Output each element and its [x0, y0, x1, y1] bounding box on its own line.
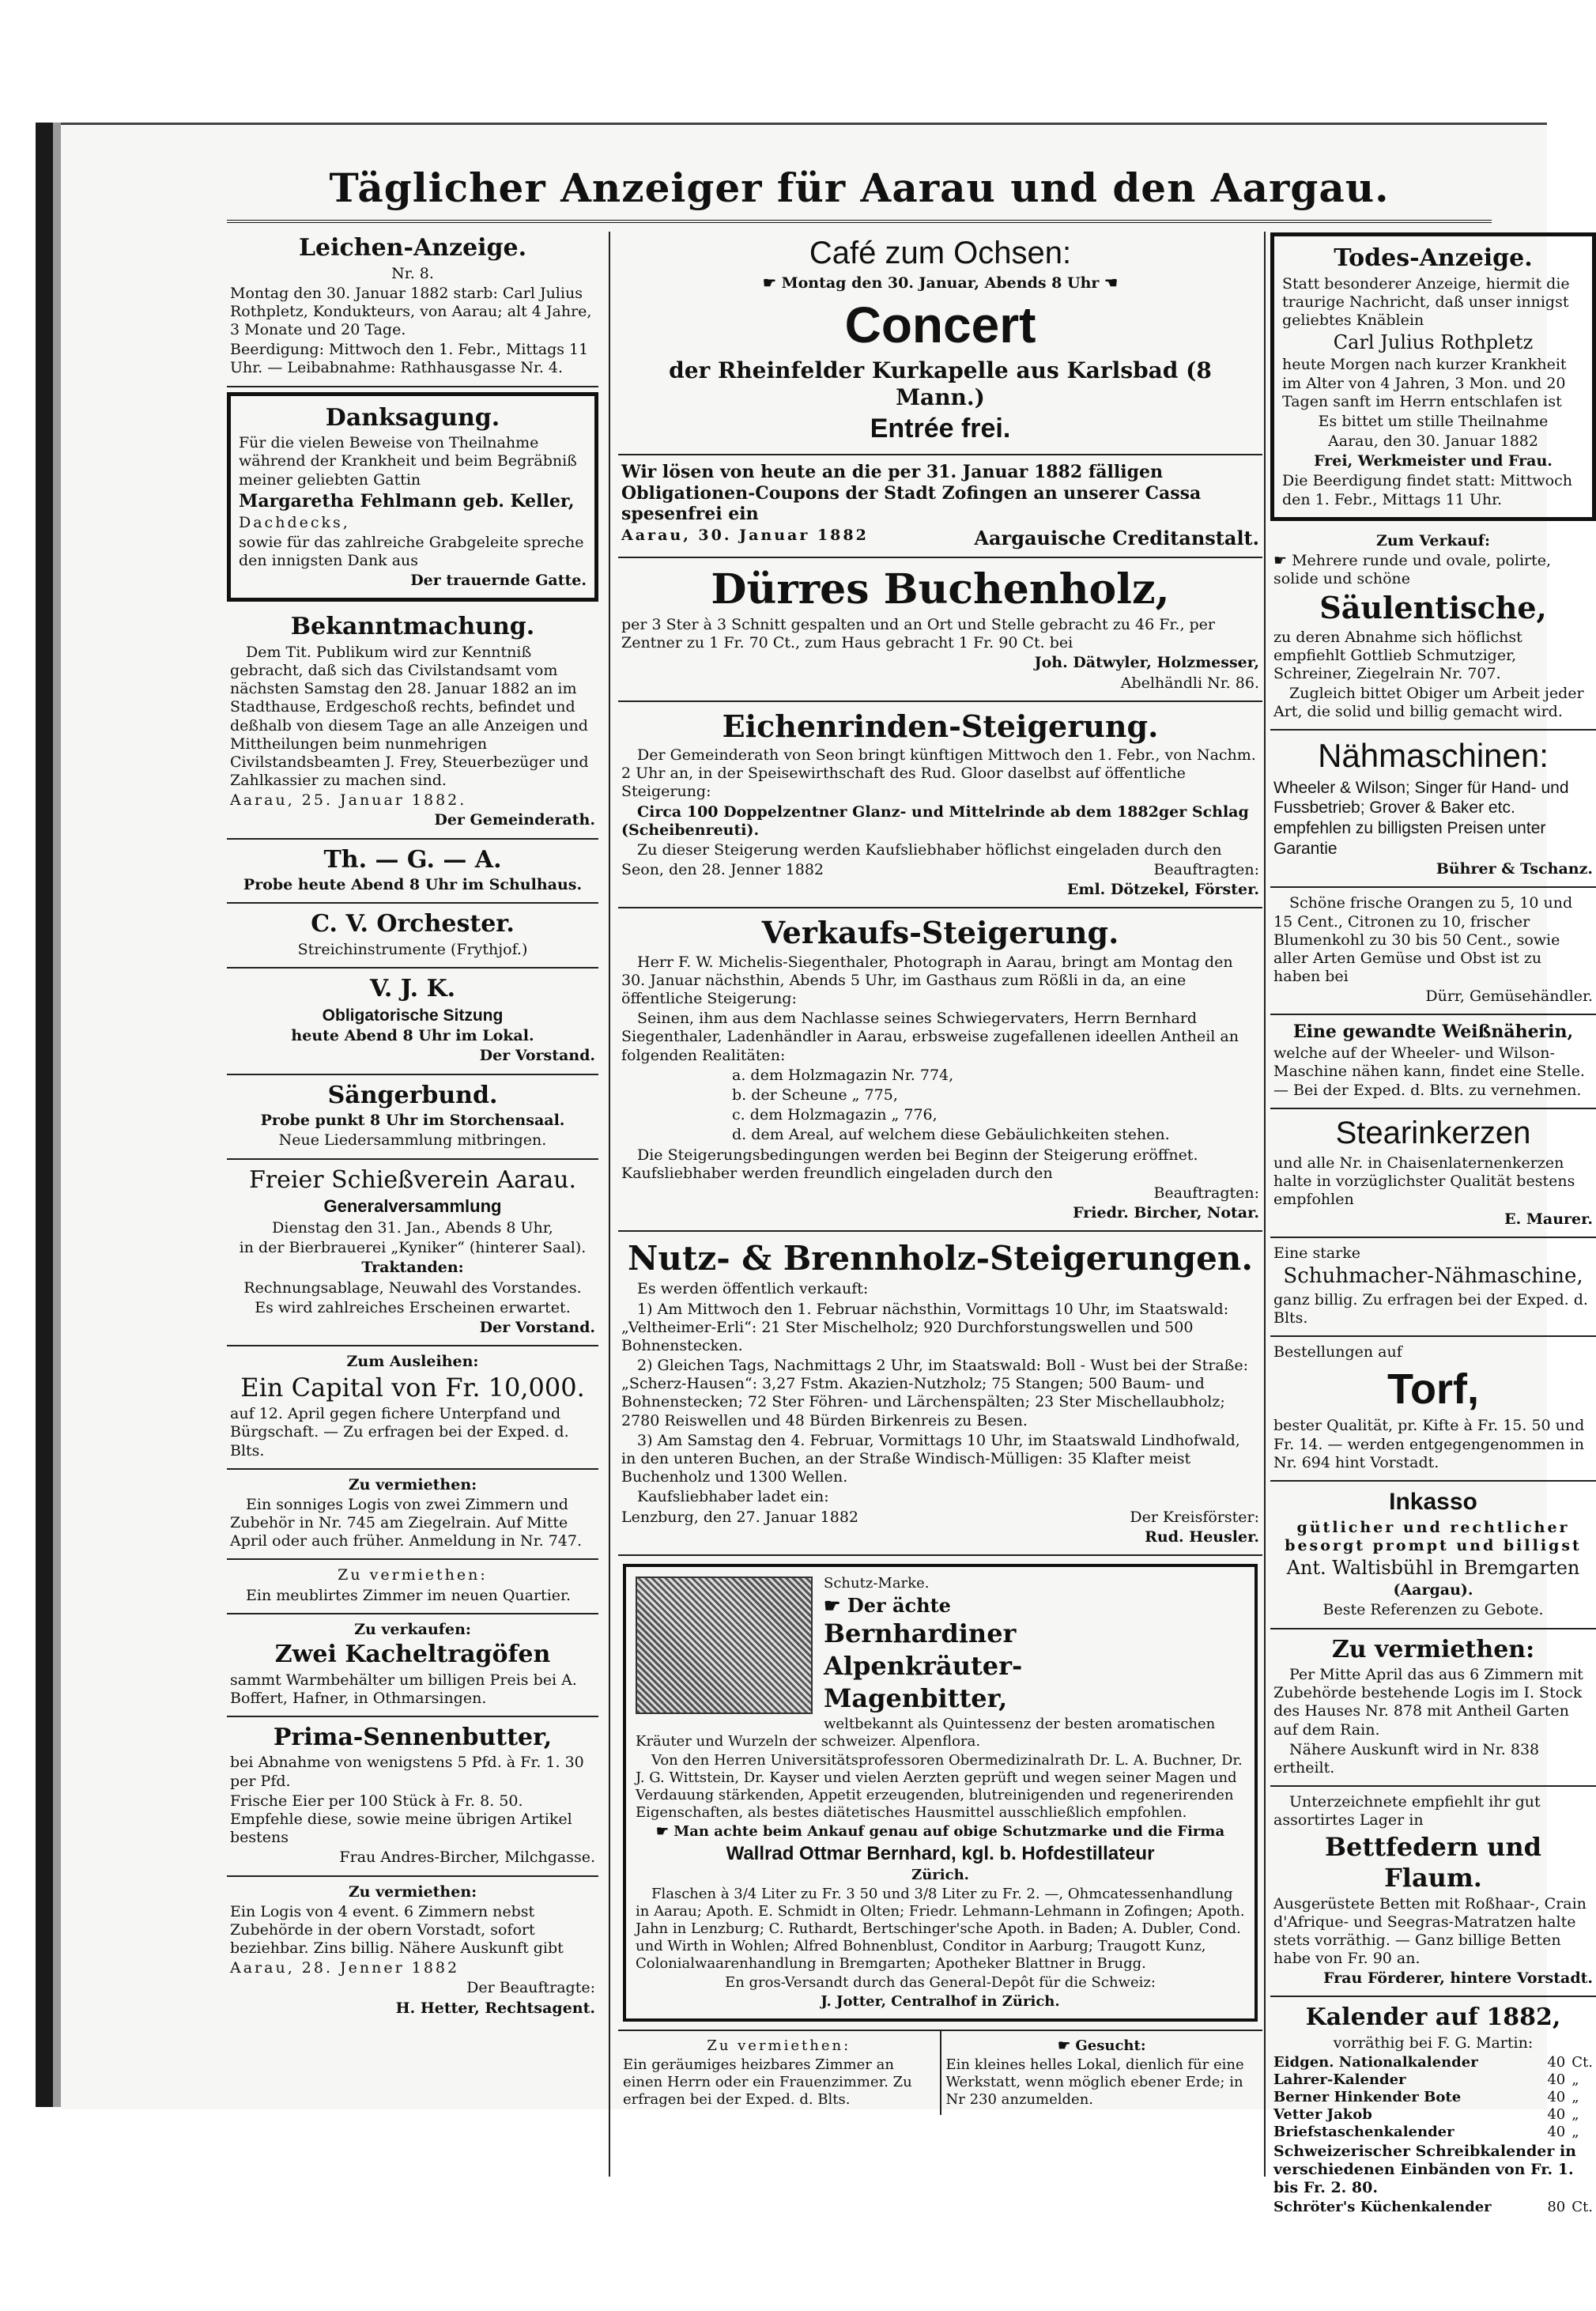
ad-nutzholz — [618, 1232, 1262, 1556]
cafe-concert: Concert — [844, 296, 1036, 353]
todes-name: Carl Julius Rothpletz — [1333, 331, 1534, 354]
column-rule-left — [609, 232, 610, 2177]
ad-danksagung — [227, 392, 598, 602]
thga-text: Probe heute Abend 8 Uhr im Schulhaus. — [243, 876, 583, 894]
column-rule-right — [1264, 232, 1266, 2177]
bottom-right-kicker — [946, 2037, 1258, 2055]
saeulen-text — [1273, 552, 1593, 588]
magen-title2: Alpenkräuter- — [824, 1651, 1023, 1682]
vjk-sub: Obligatorische Sitzung — [322, 1006, 504, 1025]
ad-leichen — [227, 228, 598, 387]
schiess-where: in der Bierbrauerei „Kyniker“ (hinterer Saal). — [239, 1239, 587, 1257]
nutz-intro: Es werden öffentlich verkauft: — [637, 1280, 869, 1298]
bett-text: Unterzeichnete empfiehlt ihr gut assortirtes Lager in — [1273, 1793, 1541, 1830]
verm2-text: Ein meublirtes Zimmer im neuen Quartier. — [246, 1586, 572, 1604]
stearin-sign: E. Maurer. — [1504, 1210, 1593, 1229]
bekannt-title: Bekanntmachung. — [290, 613, 535, 641]
ad-verm1 — [227, 1470, 598, 1561]
schuh-title: Schuhmacher-Nähmaschine, — [1283, 1264, 1583, 1289]
inkasso-text2: Beste Referenzen zu Gebote. — [1322, 1601, 1544, 1619]
bottom-right-text: Ein kleines helles Lokal, dienlich für eine Werkstatt, wenn möglich ebener Erde; in Nr 230 anzumelden. — [945, 2056, 1244, 2108]
verkaufs-text3: Die Steigerungsbedingungen werden bei Beginn der Steigerung eröffnet. Kaufsliebhaber werden freundlich eingeladen durch den — [621, 1146, 1198, 1182]
dank-name: Margaretha Fehlmann geb. Keller, — [239, 490, 575, 512]
kalender-item-name: Briefstaschenkalender — [1273, 2124, 1455, 2140]
saeulen-text3: Zugleich bittet Obiger um Arbeit jeder Art, die solid und billig gemacht wird. — [1273, 685, 1584, 721]
leichen-text: Montag den 30. Januar 1882 starb: Carl Julius Rothpletz, Kondukteurs, von Aarau; alt 4 Jahre, 3 Monate und 20 Tage. — [230, 284, 592, 339]
kalender-item-unit: „ — [1571, 2089, 1579, 2106]
cv-title: C. V. Orchester. — [311, 910, 515, 938]
magen-firm: Wallrad Ottmar Bernhard, kgl. b. Hofdestillateur — [726, 1842, 1155, 1864]
eichen-date: Seon, den 28. Jenner 1882 — [621, 861, 824, 879]
kachel-title: Zwei Kacheltragöfen — [274, 1640, 551, 1668]
magen-warn-text: Man achte beim Ankauf genau auf obige Schutzmarke und die Firma — [673, 1822, 1225, 1840]
bekannt-sign: Der Gemeinderath. — [434, 811, 595, 829]
saenger-title: Sängerbund. — [327, 1081, 498, 1109]
kalender-last-unit: Ct. — [1571, 2199, 1593, 2216]
kalender-item-unit: „ — [1571, 2071, 1579, 2089]
kachel-kicker: Zu verkaufen: — [354, 1620, 471, 1638]
nutz-text: Kaufsliebhaber ladet ein: — [637, 1488, 829, 1506]
magen-schutz: Schutz-Marke. — [824, 1574, 930, 1592]
ad-bottom-left — [618, 2031, 940, 2115]
right-column — [1270, 228, 1596, 2222]
ad-weissnaeherin — [1270, 1015, 1596, 1108]
prima-text: bei Abnahme von wenigstens 5 Pfd. à Fr. 1. 30 per Pfd. — [230, 1754, 584, 1790]
capital-title: Ein Capital von Fr. 10,000. — [240, 1373, 585, 1403]
buchen-title: Dürres Buchenholz, — [711, 565, 1170, 614]
magen-text: weltbekannt als Quintessenz der besten aromatischen Kräuter und Wurzeln der schweizer. Alpenflora. — [636, 1716, 1216, 1750]
cafe-band: der Rheinfelder Kurkapelle aus Karlsbad (8 Mann.) — [669, 357, 1212, 411]
verm3-sign: H. Hetter, Rechtsagent. — [395, 1999, 595, 2017]
inkasso-text: gütlicher und rechtlicher besorgt prompt und billigst — [1285, 1518, 1582, 1554]
verkaufs-item: c. dem Holzmagazin „ 776, — [732, 1106, 938, 1124]
kalender-item-price: 40 — [1547, 2124, 1566, 2140]
ad-inkasso — [1270, 1482, 1596, 1629]
scan-edge-gray — [53, 123, 61, 2107]
verkaufs-role: Beauftragten: — [1153, 1184, 1259, 1202]
nutz-title: Nutz- & Brennholz-Steigerungen. — [628, 1239, 1253, 1278]
bett-text2: Ausgerüstete Betten mit Roßhaar-, Crain d'Afrique- und Seegras-Matratzen halte stets vorräthig. — Ganz billige Betten habe von Fr. 90 an. — [1273, 1894, 1587, 1968]
ad-capital — [227, 1346, 598, 1470]
schiess-sign: Der Vorstand. — [479, 1318, 595, 1336]
dank-text2: sowie für das zahlreiche Grabgeleite spreche den innigsten Dank aus — [239, 533, 584, 569]
naeh-sign: Bührer & Tschanz. — [1436, 860, 1593, 878]
kalender-text2: Schweizerischer Schreibkalender in verschiedenen Einbänden von Fr. 1. bis Fr. 2. 80. — [1273, 2142, 1576, 2197]
kalender-text: vorräthig bei F. G. Martin: — [1333, 2034, 1534, 2052]
dank-title: Danksagung. — [325, 403, 500, 432]
ad-verm3 — [227, 1877, 598, 2026]
kalender-title: Kalender auf 1882, — [1305, 2003, 1561, 2032]
cafe-entree: Entrée frei. — [870, 413, 1011, 444]
left-column — [227, 228, 598, 2026]
thga-title: Th. — G. — A. — [323, 845, 502, 874]
ad-verm2 — [227, 1560, 598, 1614]
ad-bekanntmachung — [227, 606, 598, 839]
ad-vermiethen-right — [1270, 1629, 1596, 1788]
magen-title1: Bernhardiner — [824, 1618, 1017, 1649]
saeulen-text-inner: Mehrere runde und ovale, polirte, solide und schöne — [1273, 551, 1552, 588]
ad-stearinkerzen — [1270, 1109, 1596, 1238]
pointing-hand-icon: ☛ — [1058, 2037, 1076, 2054]
eichen-role: Beauftragten: — [1153, 861, 1259, 879]
verkaufs-item: b. der Scheune „ 775, — [732, 1086, 898, 1104]
ad-saeulentische — [1270, 526, 1596, 731]
todes-sign: Frei, Werkmeister und Frau. — [1314, 452, 1553, 470]
verm3-role: Der Beauftragte: — [466, 1979, 595, 1997]
ad-torf — [1270, 1337, 1596, 1482]
naeh-title: Nähmaschinen: — [1318, 737, 1549, 775]
buchen-sign: Joh. Dätwyler, Holzmesser, — [1034, 654, 1259, 672]
bottom-right-kicker-text: Gesucht: — [1075, 2037, 1146, 2054]
verm3-kicker: Zu vermiethen: — [348, 1882, 477, 1901]
cv-text: Streichinstrumente (Frythjof.) — [297, 940, 528, 958]
bekannt-text: Dem Tit. Publikum wird zur Kenntniß gebracht, daß sich das Civilstandsamt vom nächsten Samstag den 28. Januar 1882 an im Stadthause, Erdgeschoß rechts, befindet und deßhalb von diesem Tage an alle Anzeigen und Mittheilungen beim nunmehrigen Civilstandsbeamten J. Frey, Steuerbezüger und Zahlkassier zu machen sind. — [230, 643, 589, 790]
verm-text: Per Mitte April das aus 6 Zimmern mit Zubehörde bestehende Logis im I. Stock des Hauses Nr. 878 mit Antheil Garten auf dem Rain. — [1273, 1666, 1583, 1739]
schuh-text: Eine starke — [1273, 1244, 1361, 1263]
ad-orangen — [1270, 888, 1596, 1015]
todes-text2: heute Morgen nach kurzer Krankheit im Alter von 4 Jahren, 3 Mon. und 20 Tagen sanft im Herrn entschlafen ist — [1282, 356, 1567, 410]
verkaufs-title: Verkaufs-Steigerung. — [761, 915, 1119, 951]
verm1-text: Ein sonniges Logis von zwei Zimmern und Zubehör in Nr. 745 am Ziegelrain. Auf Mitte April oder auch früher. Anmeldung in Nr. 747. — [230, 1495, 583, 1550]
torf-text: bester Qualität, pr. Kifte à Fr. 15. 50 und Fr. 14. — werden entgegengenommen in Nr. 694 hint Vorstadt. — [1273, 1417, 1585, 1471]
pointing-hand-icon: ☛ — [655, 1822, 674, 1840]
prima-text2: Frische Eier per 100 Stück à Fr. 8. 50. Empfehle diese, sowie meine übrigen Artikel bestens — [230, 1792, 572, 1847]
inkasso-name: Ant. Waltisbühl in Bremgarten — [1286, 1556, 1580, 1579]
eichen-sign: Eml. Dötzekel, Förster. — [1066, 881, 1259, 899]
vjk-title: V. J. K. — [369, 975, 456, 1003]
orangen-sign: Dürr, Gemüsehändler. — [1425, 987, 1593, 1006]
eichen-footer — [621, 861, 1259, 879]
saenger-text2: Neue Liedersammlung mitbringen. — [278, 1131, 547, 1150]
middle-column — [618, 228, 1262, 2115]
magen-kicker-text: Der ächte — [847, 1593, 951, 1617]
ad-eichenrinden — [618, 702, 1262, 909]
credit-sign: Aargauische Creditanstalt. — [974, 527, 1259, 550]
kalender-item-unit: „ — [1571, 2106, 1579, 2124]
bett-title: Bettfedern und Flaum. — [1325, 1831, 1541, 1893]
ad-bottom-right — [940, 2031, 1263, 2115]
nutz-date: Lenzburg, den 27. Januar 1882 — [621, 1508, 858, 1526]
schiess-text: Es wird zahlreiches Erscheinen erwartet. — [255, 1298, 571, 1316]
dank-sign: Der trauernde Gatte. — [410, 572, 587, 590]
nutz-p3: 3) Am Samstag den 4. Februar, Vormittags 10 Uhr, im Staatswald Lindhofwald, in den unteren Buchen, an der Straße Windisch-Mülligen: 35 Klafter meist Buchenholz und 1300 Wellen. — [621, 1431, 1240, 1486]
pointing-hand-icon: ☛ — [762, 274, 782, 292]
naeh-text: Wheeler & Wilson; Singer für Hand- und Fussbetrieb; Grover & Baker etc. empfehlen zu billigsten Preisen unter Garantie — [1273, 778, 1569, 858]
kalender-last-price: 80 — [1547, 2199, 1566, 2216]
kachel-text: sammt Warmbehälter um billigen Preis bei A. Boffert, Hafner, in Othmarsingen. — [230, 1671, 577, 1707]
trademark-picture — [636, 1577, 813, 1714]
ad-prima — [227, 1717, 598, 1877]
masthead-rule — [227, 220, 1492, 223]
vjk-sign: Der Vorstand. — [479, 1047, 595, 1065]
verkaufs-text: Herr F. W. Michelis-Siegenthaler, Photograph in Aarau, bringt am Montag den 30. Januar nächsthin, Abends 5 Uhr, im Gasthaus zum Rößli in da, an eine öffentliche Steigerung: — [621, 953, 1233, 1008]
todes-text: Statt besonderer Anzeige, hiermit die traurige Nachricht, daß unser innigst geliebtes Knäblein — [1282, 274, 1570, 329]
magen-text2: Von den Herren Universitätsprofessoren Obermedizinalrath Dr. L. A. Buchner, Dr. J. G. Wittstein, Dr. Kayser und vielen Aerzten geprüft und wegen seiner Magen und Verdauung stärkenden, Appetit erzeugenden, blutreinigenden und regenerirenden Eigenschaften, als bestes diätetisches Hausmittel ausschließlich empfohlen. — [636, 1752, 1243, 1821]
scan-edge-dark — [36, 123, 53, 2107]
kalender-last — [1273, 2199, 1593, 2216]
kalender-item-price: 40 — [1547, 2071, 1566, 2089]
magen-warn — [636, 1823, 1245, 1841]
magen-text4: En gros-Versandt durch das General-Depôt für die Schweiz: — [725, 1973, 1156, 1991]
newspaper-page — [61, 123, 1593, 2216]
kalender-item-name: Eidgen. Nationalkalender — [1273, 2054, 1478, 2071]
todes-title: Todes-Anzeige. — [1334, 244, 1533, 272]
kalender-item-unit: „ — [1571, 2124, 1579, 2140]
buchen-addr: Abelhändli Nr. 86. — [1120, 674, 1259, 692]
verkaufs-sign: Friedr. Bircher, Notar. — [1073, 1204, 1259, 1222]
verkaufs-item: a. dem Holzmagazin Nr. 774, — [732, 1066, 954, 1084]
credit-text: Wir lösen von heute an die per 31. Januar 1882 fälligen Obligationen-Coupons der Stadt Zofingen an unserer Cassa spesenfrei ein — [621, 461, 1202, 525]
ad-cv — [227, 904, 598, 969]
cafe-when — [621, 274, 1259, 293]
capital-kicker: Zum Ausleihen: — [346, 1353, 479, 1371]
stearin-title: Stearinkerzen — [1335, 1115, 1531, 1150]
schuh-text2: ganz billig. Zu erfragen bei der Exped. d. Blts. — [1273, 1291, 1588, 1327]
saeulen-text2: zu deren Abnahme sich höflichst empfiehlt Gottlieb Schmutziger, Schreiner, Ziegelrain Nr. 707. — [1273, 628, 1522, 682]
ad-bettfedern — [1270, 1787, 1596, 1997]
verm-text2: Nähere Auskunft wird in Nr. 838 ertheilt. — [1273, 1740, 1540, 1777]
prima-sign: Frau Andres-Bircher, Milchgasse. — [339, 1848, 595, 1867]
magen-city: Zürich. — [911, 1867, 969, 1884]
eichen-text3: Zu dieser Steigerung werden Kaufsliebhaber höflichst eingeladen durch den — [637, 840, 1222, 859]
torf-title: Torf, — [1387, 1365, 1479, 1413]
bottom-left-kicker: Zu vermiethen: — [707, 2037, 851, 2054]
eichen-title: Eichenrinden-Steigerung. — [722, 708, 1159, 744]
ad-buchenholz — [618, 558, 1262, 702]
schiess-items: Rechnungsablage, Neuwahl des Vorstandes. — [243, 1278, 582, 1297]
saenger-text: Probe punkt 8 Uhr im Storchensaal. — [260, 1112, 565, 1130]
cafe-title: Café zum Ochsen: — [809, 236, 1072, 270]
ad-magenbitter — [623, 1564, 1258, 2022]
verm-title: Zu vermiethen: — [1331, 1635, 1535, 1663]
eichen-text2: Circa 100 Doppelzentner Glanz- und Mittelrinde ab dem 1882ger Schlag (Scheibenreuti). — [621, 802, 1249, 839]
todes-text4: Die Beerdigung findet statt: Mittwoch den 1. Febr., Mittags 11 Uhr. — [1282, 472, 1573, 508]
saeulen-title: Säulentische, — [1319, 590, 1547, 626]
leichen-title: Leichen-Anzeige. — [298, 234, 527, 262]
inkasso-place: (Aargau). — [1393, 1581, 1473, 1599]
ad-schiessverein — [227, 1160, 598, 1346]
kalender-item-name: Lahrer-Kalender — [1273, 2071, 1406, 2089]
credit-date: Aarau, 30. Januar 1882 — [621, 527, 869, 545]
saeulen-kicker: Zum Verkauf: — [1376, 531, 1490, 549]
kalender-list — [1273, 2054, 1593, 2141]
kalender-item-unit: Ct. — [1571, 2054, 1593, 2071]
verm3-date: Aarau, 28. Jenner 1882 — [230, 1959, 460, 1977]
ad-thga — [227, 840, 598, 904]
dank-role: Dachdecks, — [239, 513, 350, 531]
nutz-role: Der Kreisförster: — [1130, 1508, 1259, 1526]
ad-creditanstalt — [618, 455, 1262, 558]
torf-kicker: Bestellungen auf — [1273, 1343, 1402, 1361]
leichen-nr: Nr. 8. — [391, 264, 434, 282]
bottom-split — [618, 2030, 1262, 2115]
nutz-sign: Rud. Heusler. — [1145, 1527, 1259, 1546]
ad-verkaufs — [618, 908, 1262, 1232]
todes-date: Aarau, den 30. Januar 1882 — [1328, 432, 1538, 451]
verm3-text: Ein Logis von 4 event. 6 Zimmern nebst Zubehörde in der obern Vorstadt, sofort beziehbar. Zins billig. Nähere Auskunft gibt — [230, 1902, 564, 1958]
magen-title3: Magenbitter, — [824, 1683, 1008, 1714]
ad-vjk — [227, 969, 598, 1075]
schiess-when: Dienstag den 31. Jan., Abends 8 Uhr, — [272, 1219, 553, 1237]
magen-sign: J. Jotter, Centralhof in Zürich. — [821, 1992, 1060, 2010]
kalender-item-name: Vetter Jakob — [1273, 2106, 1372, 2124]
dank-text: Für die vielen Beweise von Theilnahme während der Krankheit und beim Begräbniß meiner geliebten Gattin — [239, 434, 577, 489]
verkaufs-text2: Seinen, ihm aus dem Nachlasse seines Schwiegervaters, Herrn Bernhard Siegenthaler, Ladenhändler in Aarau, erbsweise zugefallenen ideellen Antheil an folgenden Realitäten: — [621, 1010, 1239, 1064]
kalender-last-name: Schröter's Küchenkalender — [1273, 2199, 1492, 2216]
nutz-p2: 2) Gleichen Tags, Nachmittags 2 Uhr, im Staatswald: Boll - Wust bei der Straße: „Scherz-Hausen“: 3,27 Fstm. Akazien-Nutzholz; 75 Stangen; 500 Baum- und Bohnenstecken; 72 Ster Föhren- und Lärchenspälten; 23 Ster Mischellaubholz; 2780 Reiswellen und 48 Bürden Birkenreis zu Besen. — [621, 1357, 1248, 1429]
schiess-sub: Generalversammlung — [323, 1196, 502, 1217]
magen-text3: Flaschen à 3/4 Liter zu Fr. 3 50 und 3/8 Liter zu Fr. 2. —, Ohmcatessenhandlung in Aarau; Apoth. E. Schmidt in Olten; Friedr. Lehmann-Lehmann in Zofingen; Apoth. Jahn in Lenzburg; C. Ruthardt, Bertschinger'sche Apoth. in Baden; A. Dubler, Cond. und Wirth in Wohlen; Alfred Bohnenblust, Conditor in Aarburg; Traugott Kunz, Colonialwaarenhandlung in Bremgarten; Apotheker Blattner in Brugg. — [636, 1886, 1245, 1972]
todes-text3: Es bittet um stille Theilnahme — [1318, 412, 1549, 430]
ad-saengerbund — [227, 1075, 598, 1160]
leichen-burial: Beerdigung: Mittwoch den 1. Febr., Mittags 11 Uhr. — Leibabnahme: Rathhausgasse Nr. 4. — [230, 341, 589, 377]
credit-footer — [621, 527, 1259, 549]
ad-schuhmacher — [1270, 1238, 1596, 1337]
bottom-left-text: Ein geräumiges heizbares Zimmer an einen Herrn oder ein Frauenzimmer. Zu erfragen bei der Exped. d. Blts. — [623, 2056, 912, 2108]
kalender-item-price: 40 — [1547, 2106, 1566, 2124]
kalender-item-name: Berner Hinkender Bote — [1273, 2089, 1462, 2106]
buchen-text: per 3 Ster à 3 Schnitt gespalten und an Ort und Stelle gebracht zu 46 Fr., per Zentner zu 1 Fr. 70 Ct., zum Haus gebracht 1 Fr. 90 Ct. bei — [621, 616, 1216, 652]
eichen-text: Der Gemeinderath von Seon bringt künftigen Mittwoch den 1. Febr., von Nachm. 2 Uhr an, in der Speisewirthschaft des Rud. Gloor daselbst auf öffentliche Steigerung: — [621, 746, 1256, 801]
kalender-item-price: 40 — [1547, 2054, 1566, 2071]
pointing-hand-icon: ☚ — [1099, 274, 1119, 292]
ad-naehmaschinen — [1270, 731, 1596, 888]
schiess-tr: Traktanden: — [361, 1259, 464, 1277]
pointing-hand-icon: ☛ — [824, 1593, 847, 1617]
ad-cafe — [618, 228, 1262, 455]
prima-title: Prima-Sennenbutter, — [273, 1723, 553, 1751]
ad-kachel — [227, 1614, 598, 1717]
verkaufs-item: d. dem Areal, auf welchem diese Gebäulichkeiten stehen. — [732, 1126, 1170, 1144]
vjk-text: heute Abend 8 Uhr im Lokal. — [291, 1027, 534, 1045]
bett-sign: Frau Förderer, hintere Vorstadt. — [1323, 1969, 1593, 1988]
schiess-title: Freier Schießverein Aarau. — [248, 1165, 577, 1194]
orangen-text: Schöne frische Orangen zu 5, 10 und 15 Cent., Citronen zu 10, frischer Blumenkohl zu 30 bis 50 Cent., sowie aller Arten Gemüse und Obst ist zu haben bei — [1273, 894, 1573, 986]
weiss-text: welche auf der Wheeler- und Wilson-Maschine nähen kann, findet eine Stelle. — Bei der Exped. d. Blts. zu vernehmen. — [1273, 1044, 1585, 1099]
stearin-text: und alle Nr. in Chaisenlaternenkerzen halte in vorzüglichster Qualität bestens empfohlen — [1273, 1154, 1575, 1208]
pointing-hand-icon: ☛ — [1273, 551, 1292, 569]
ad-todes — [1270, 232, 1596, 521]
inkasso-title: Inkasso — [1389, 1488, 1477, 1515]
ad-kalender — [1270, 1997, 1596, 2222]
masthead: Täglicher Anzeiger für Aarau und den Aargau. — [329, 164, 1390, 211]
verm1-kicker: Zu vermiethen: — [348, 1475, 477, 1493]
nutz-p1: 1) Am Mittwoch den 1. Februar nächsthin, Vormittags 10 Uhr, im Staatswald: „Veltheimer-Erli“: 21 Ster Mischelholz; 920 Durchforstungswellen und 500 Bohnenstecken. — [621, 1300, 1229, 1354]
kalender-item-price: 40 — [1547, 2089, 1566, 2106]
weiss-title: Eine gewandte Weißnäherin, — [1292, 1021, 1574, 1043]
capital-text: auf 12. April gegen fichere Unterpfand und Bürgschaft. — Zu erfragen bei der Exped. d. Blts. — [230, 1405, 569, 1459]
cafe-when-text: Montag den 30. Januar, Abends 8 Uhr — [781, 274, 1100, 292]
nutz-footer — [621, 1509, 1259, 1527]
bekannt-date: Aarau, 25. Januar 1882. — [230, 791, 467, 810]
verm2-kicker: Zu vermiethen: — [338, 1566, 488, 1584]
